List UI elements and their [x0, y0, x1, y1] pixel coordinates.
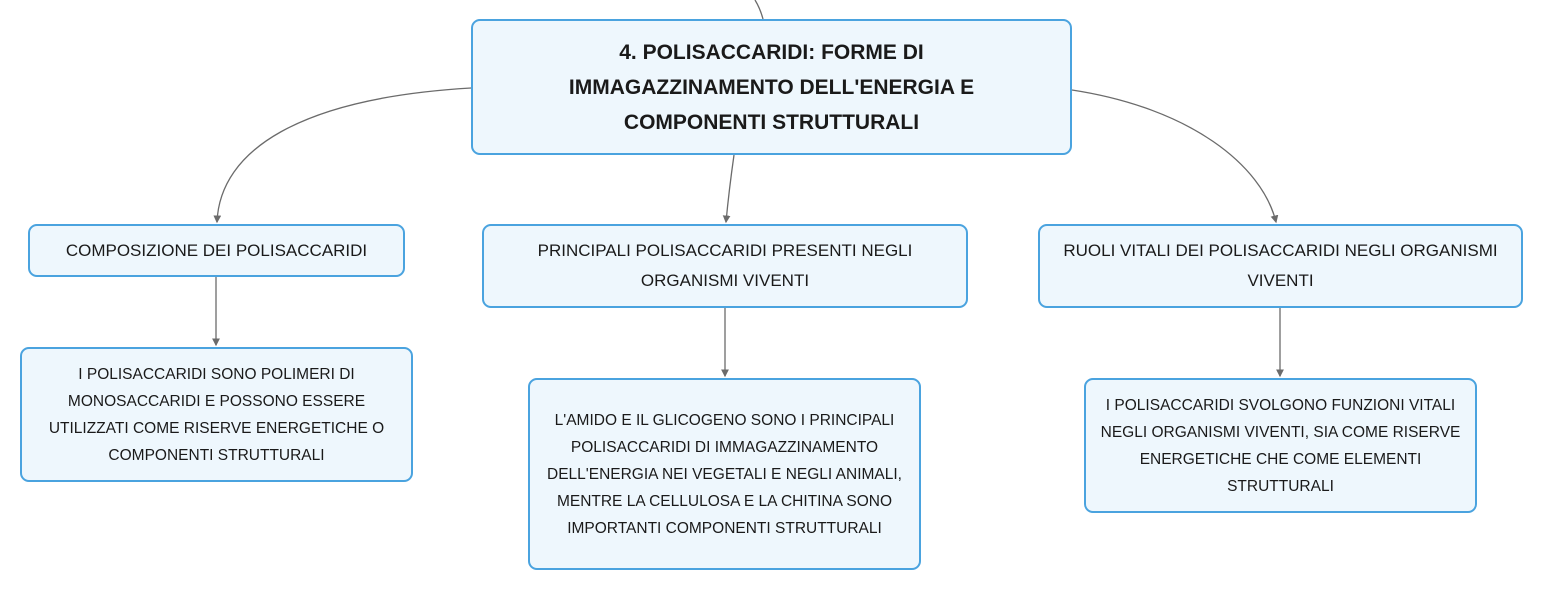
- root-topic-node[interactable]: [471, 19, 1072, 155]
- detail-node-composizione[interactable]: [20, 347, 413, 482]
- detail-node-ruoli[interactable]: [1084, 378, 1477, 513]
- connector-root-to-ruoli: [1072, 90, 1276, 222]
- connector-root-to-composizione: [217, 88, 471, 222]
- root-topic-title: 4. POLISACCARIDI: FORME DI IMMAGAZZINAMENTO DELL'ENERGIA E COMPONENTI STRUTTURALI: [568, 40, 975, 134]
- detail-node-principali[interactable]: [528, 378, 921, 570]
- topic-node-ruoli[interactable]: [1038, 224, 1523, 308]
- topic-node-principali[interactable]: [482, 224, 968, 308]
- connector-parent-to-root: [755, 0, 763, 19]
- detail-text-principali: L'AMIDO E IL GLICOGENO SONO I PRINCIPALI POLISACCARIDI DI IMMAGAZZINAMENTO DELL'ENERGIA NEI VEGETALI E NEGLI ANIMALI, MENTRE LA CELLULOSA E LA CHITINA SONO IMPORTANTI COMPONENTI STRUTTURALI: [547, 411, 902, 537]
- topic-label-ruoli: RUOLI VITALI DEI POLISACCARIDI NEGLI ORGANISMI VIVENTI: [1063, 241, 1498, 290]
- detail-text-ruoli: I POLISACCARIDI SVOLGONO FUNZIONI VITALI NEGLI ORGANISMI VIVENTI, SIA COME RISERVE ENERGETICHE CHE COME ELEMENTI STRUTTURALI: [1100, 396, 1461, 495]
- topic-node-composizione[interactable]: [28, 224, 405, 277]
- topic-label-composizione: COMPOSIZIONE DEI POLISACCARIDI: [65, 240, 368, 260]
- topic-label-principali: PRINCIPALI POLISACCARIDI PRESENTI NEGLI ORGANISMI VIVENTI: [537, 241, 913, 290]
- detail-text-composizione: I POLISACCARIDI SONO POLIMERI DI MONOSACCARIDI E POSSONO ESSERE UTILIZZATI COME RISERVE ENERGETICHE O COMPONENTI STRUTTURALI: [48, 365, 385, 464]
- connector-root-to-principali: [726, 155, 734, 222]
